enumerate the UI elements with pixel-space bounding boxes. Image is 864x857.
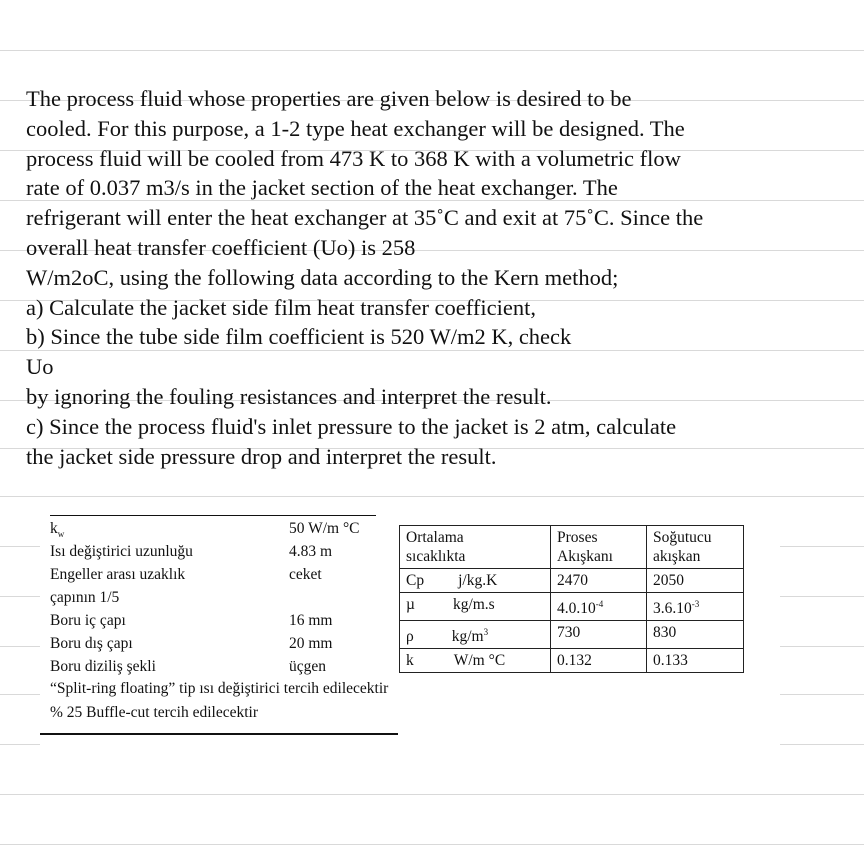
problem-line: rate of 0.037 m3/s in the jacket section of the heat exchanger. The: [26, 175, 618, 201]
given-label: çapının 1/5: [50, 589, 120, 606]
given-value: 20 mm: [289, 635, 333, 652]
property-cell: k W/m °C: [400, 649, 551, 673]
coolant-value-cell: 2050: [647, 569, 744, 593]
problem-line: The process fluid whose properties are given below is desired to be: [26, 86, 632, 111]
given-label: $k_w$: [50, 520, 65, 540]
problem-line: b) Since the tube side film coefficient is 520 W/m2 K, check: [26, 324, 572, 350]
table-row: [400, 621, 744, 649]
table-row: [400, 593, 744, 621]
problem-line: W/m2oC, using the following data according to the Kern method;: [26, 264, 619, 290]
process-value-cell: 730: [551, 621, 647, 649]
table-header-cell: Ortalama sıcaklıkta: [400, 526, 551, 569]
problem-line: Uo: [26, 354, 54, 380]
problem-line: a) Calculate the jacket side film heat transfer coefficient,: [26, 294, 536, 320]
given-value: 50 W/m °C: [289, 520, 360, 537]
given-value: 4.83 m: [289, 543, 333, 560]
problem-statement: [26, 84, 826, 471]
property-cell: Cp j/kg.K: [400, 569, 551, 593]
process-value-cell: 0.132: [551, 649, 647, 673]
table-row: [400, 649, 744, 673]
problem-line: cooled. For this purpose, a 1-2 type heat exchanger will be designed. The: [26, 115, 685, 141]
given-value: üçgen: [289, 658, 327, 675]
coolant-value-cell: 830: [647, 621, 744, 649]
problem-line: process fluid will be cooled from 473 K to 368 K with a volumetric flow: [26, 145, 681, 171]
problem-line: by ignoring the fouling resistances and interpret the result.: [26, 383, 552, 409]
given-label: Engeller arası uzaklık: [50, 566, 186, 583]
problem-line: c) Since the process fluid's inlet pressure to the jacket is 2 atm, calculate: [26, 413, 677, 439]
given-top-rule: [50, 515, 376, 516]
given-label: Isı değiştirici uzunluğu: [50, 543, 193, 560]
process-value-cell: 2470: [551, 569, 647, 593]
given-bottom-rule: [40, 733, 398, 735]
properties-table: [399, 525, 744, 673]
coolant-value-cell: 0.133: [647, 649, 744, 673]
given-value: ceket: [289, 566, 322, 583]
given-label: Boru iç çapı: [50, 612, 126, 629]
given-note: % 25 Buffle-cut tercih edilecektir: [50, 704, 259, 721]
table-row: [400, 569, 744, 593]
coolant-value-cell: $3.6.10^{-3}$: [647, 593, 744, 621]
given-label: Boru dış çapı: [50, 635, 133, 652]
table-header-cell: Proses Akışkanı: [551, 526, 647, 569]
given-value: 16 mm: [289, 612, 333, 629]
process-value-cell: $4.0.10^{-4}$: [551, 593, 647, 621]
table-header-cell: Soğutucu akışkan: [647, 526, 744, 569]
given-label: Boru diziliş şekli: [50, 658, 156, 675]
property-cell: ρ $kg/m^3$: [400, 621, 551, 649]
table-header-row: [400, 526, 744, 569]
problem-line: overall heat transfer coefficient (Uo) is 258: [26, 234, 416, 260]
given-note: “Split-ring floating” tip ısı değiştirici tercih edilecektir: [50, 680, 389, 697]
problem-line: refrigerant will enter the heat exchanger at 35˚C and exit at 75˚C. Since the: [26, 205, 704, 231]
property-cell: µ kg/m.s: [400, 593, 551, 621]
problem-line: the jacket side pressure drop and interpret the result.: [26, 443, 497, 469]
